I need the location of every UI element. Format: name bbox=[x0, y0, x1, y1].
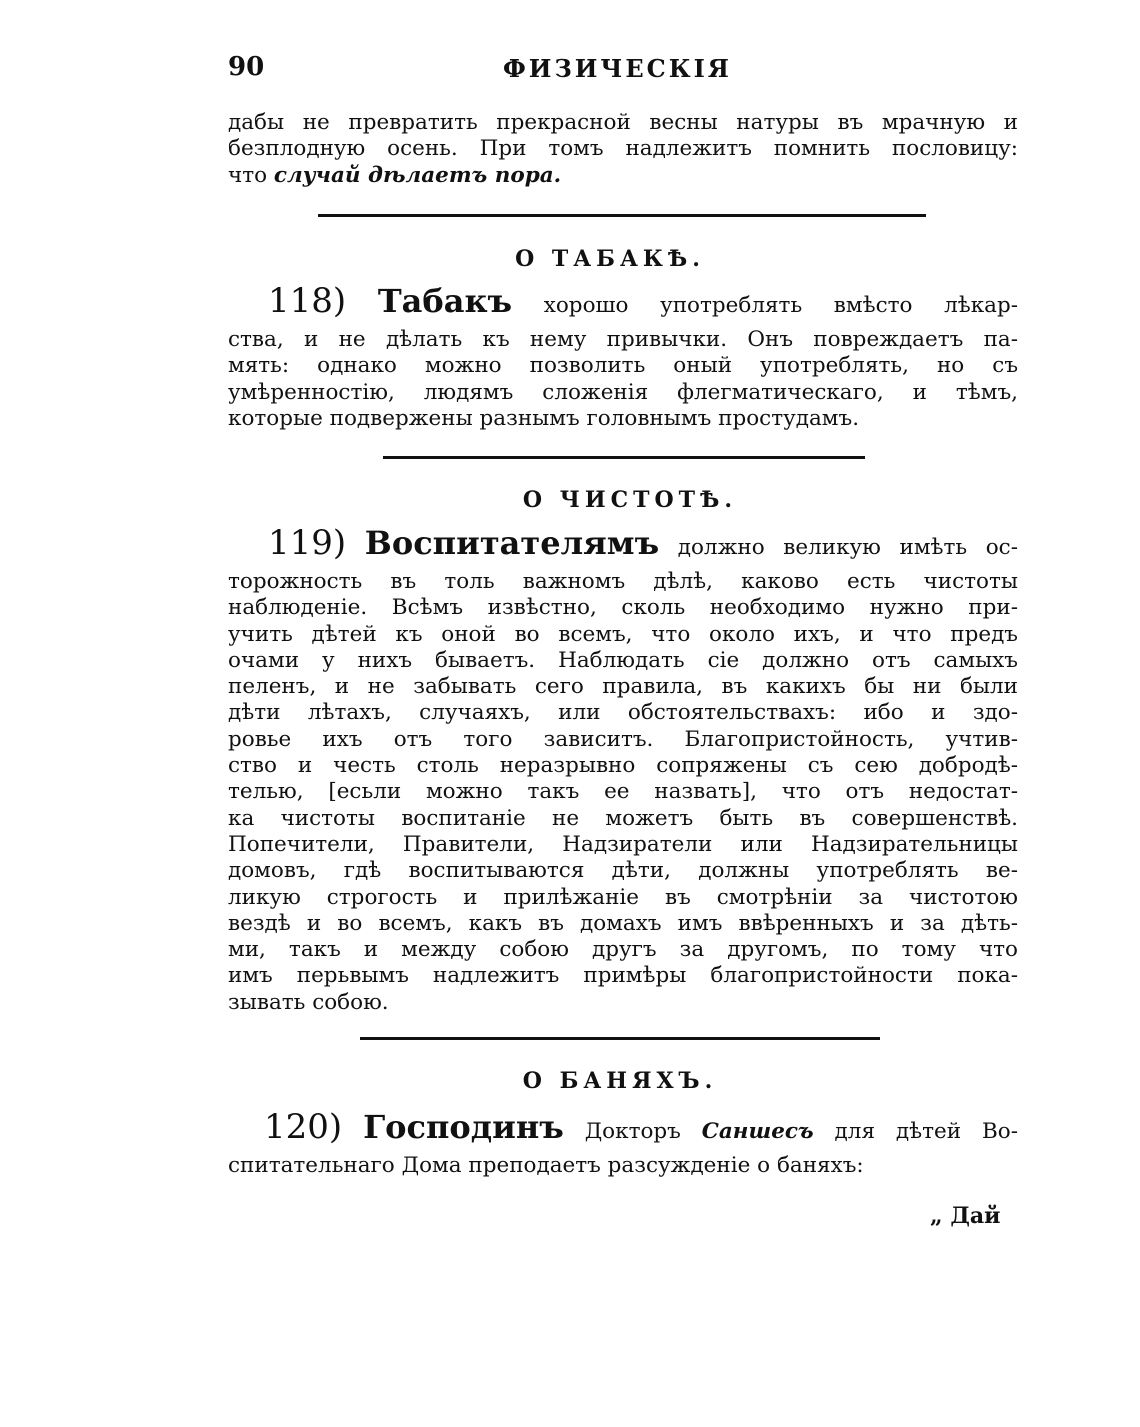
section-divider bbox=[383, 456, 865, 459]
text-line: ровье ихъ отъ того зависитъ. Благопристойность, учтив- bbox=[228, 726, 1018, 752]
text-line: умѣренностію, людямъ сложенія флегматическаго, и тѣмъ, bbox=[228, 379, 1018, 405]
text-fragment: должно великую имѣть ос- bbox=[677, 535, 1018, 560]
proverb: случай дѣлаетъ пора. bbox=[273, 162, 562, 188]
text-line: вездѣ и во всемъ, какъ въ домахъ имъ ввѣренныхъ и за дѣть- bbox=[228, 910, 1018, 936]
text-line: мять: однако можно позволить оный употреблять, но съ bbox=[228, 353, 1018, 379]
text-line: телью, [есьли можно такъ ее назвать], что отъ недостат- bbox=[228, 779, 1018, 805]
text-line: дѣти лѣтахъ, случаяхъ, или обстоятельствахъ: ибо и здо- bbox=[228, 700, 1018, 726]
text-fragment: что bbox=[228, 162, 274, 188]
text-line bbox=[228, 280, 1018, 327]
text-line: которые подвержены разнымъ головнымъ простудамъ. bbox=[228, 405, 860, 431]
running-title: ФИЗИЧЕСКІЯ bbox=[503, 54, 732, 83]
text-line: домовъ, гдѣ воспитываются дѣти, должны употреблять ве- bbox=[228, 858, 1018, 884]
section-heading-tobacco: О ТАБАКѢ. bbox=[515, 246, 705, 272]
text-line: учить дѣтей къ оной во всемъ, что около ихъ, и что предъ bbox=[228, 621, 1018, 647]
text-line: торожность въ толь важномъ дѣлѣ, каково есть чистоты bbox=[228, 569, 1018, 594]
catchword: „ Дай bbox=[930, 1203, 1001, 1229]
text-line: ства, и не дѣлать къ нему привычки. Онъ повреждаетъ па- bbox=[228, 327, 1018, 352]
doctor-name: Саншесъ bbox=[701, 1119, 814, 1144]
section-heading-cleanliness: О ЧИСТОТѢ. bbox=[522, 487, 738, 513]
paragraph-119 bbox=[228, 522, 1018, 1016]
paragraph-number: 118) bbox=[268, 281, 347, 321]
paragraph-120 bbox=[228, 1106, 1018, 1179]
running-head bbox=[228, 52, 1028, 92]
text-line: ликую строгость и прилѣжаніе въ смотрѣніи за чистотою bbox=[228, 884, 1018, 910]
text-line bbox=[228, 522, 1018, 569]
paragraph-118 bbox=[228, 280, 1018, 432]
intro-paragraph bbox=[228, 110, 1018, 189]
text-line: ка чистоты воспитаніе не можетъ быть въ совершенствѣ. bbox=[228, 805, 1018, 831]
lead-word: Господинъ bbox=[363, 1108, 564, 1146]
text-line: безплодную осень. При томъ надлежитъ помнить пословицу: bbox=[228, 136, 1018, 162]
paragraph-number: 119) bbox=[268, 523, 347, 563]
section-divider bbox=[360, 1037, 880, 1040]
lead-word: Воспитателямъ bbox=[364, 524, 660, 562]
text-line: ми, такъ и между собою другъ за другомъ, по тому что bbox=[228, 937, 1018, 963]
paragraph-number: 120) bbox=[264, 1107, 343, 1147]
text-fragment: хорошо употреблять вмѣсто лѣкар- bbox=[543, 293, 1018, 318]
text-line: Попечители, Правители, Надзиратели или Надзирательницы bbox=[228, 831, 1018, 857]
page-number: 90 bbox=[228, 52, 265, 82]
text-line: спитательнаго Дома преподаетъ разсужденіе о баняхъ: bbox=[228, 1153, 864, 1178]
section-heading-baths: О БАНЯХЪ. bbox=[522, 1068, 718, 1094]
text-line: пеленъ, и не забывать сего правила, въ какихъ бы ни были bbox=[228, 674, 1018, 700]
text-fragment: для дѣтей Во- bbox=[834, 1119, 1018, 1144]
lead-word: Табакъ bbox=[377, 282, 513, 320]
text-line bbox=[228, 163, 1018, 189]
text-line: очами у нихъ бываетъ. Наблюдать сіе должно отъ самыхъ bbox=[228, 647, 1018, 673]
text-line: имъ перьвымъ надлежитъ примѣры благопристойности пока- bbox=[228, 963, 1018, 989]
text-fragment: Докторъ bbox=[584, 1119, 681, 1144]
section-divider bbox=[318, 214, 926, 217]
text-line: ство и честь столь неразрывно сопряжены съ сею добродѣ- bbox=[228, 753, 1018, 779]
text-line: зывать собою. bbox=[228, 989, 389, 1015]
text-line: наблюденіе. Всѣмъ извѣстно, сколь необходимо нужно при- bbox=[228, 595, 1018, 621]
text-line: дабы не превратить прекрасной весны натуры въ мрачную и bbox=[228, 110, 1018, 135]
text-line bbox=[228, 1106, 1018, 1153]
